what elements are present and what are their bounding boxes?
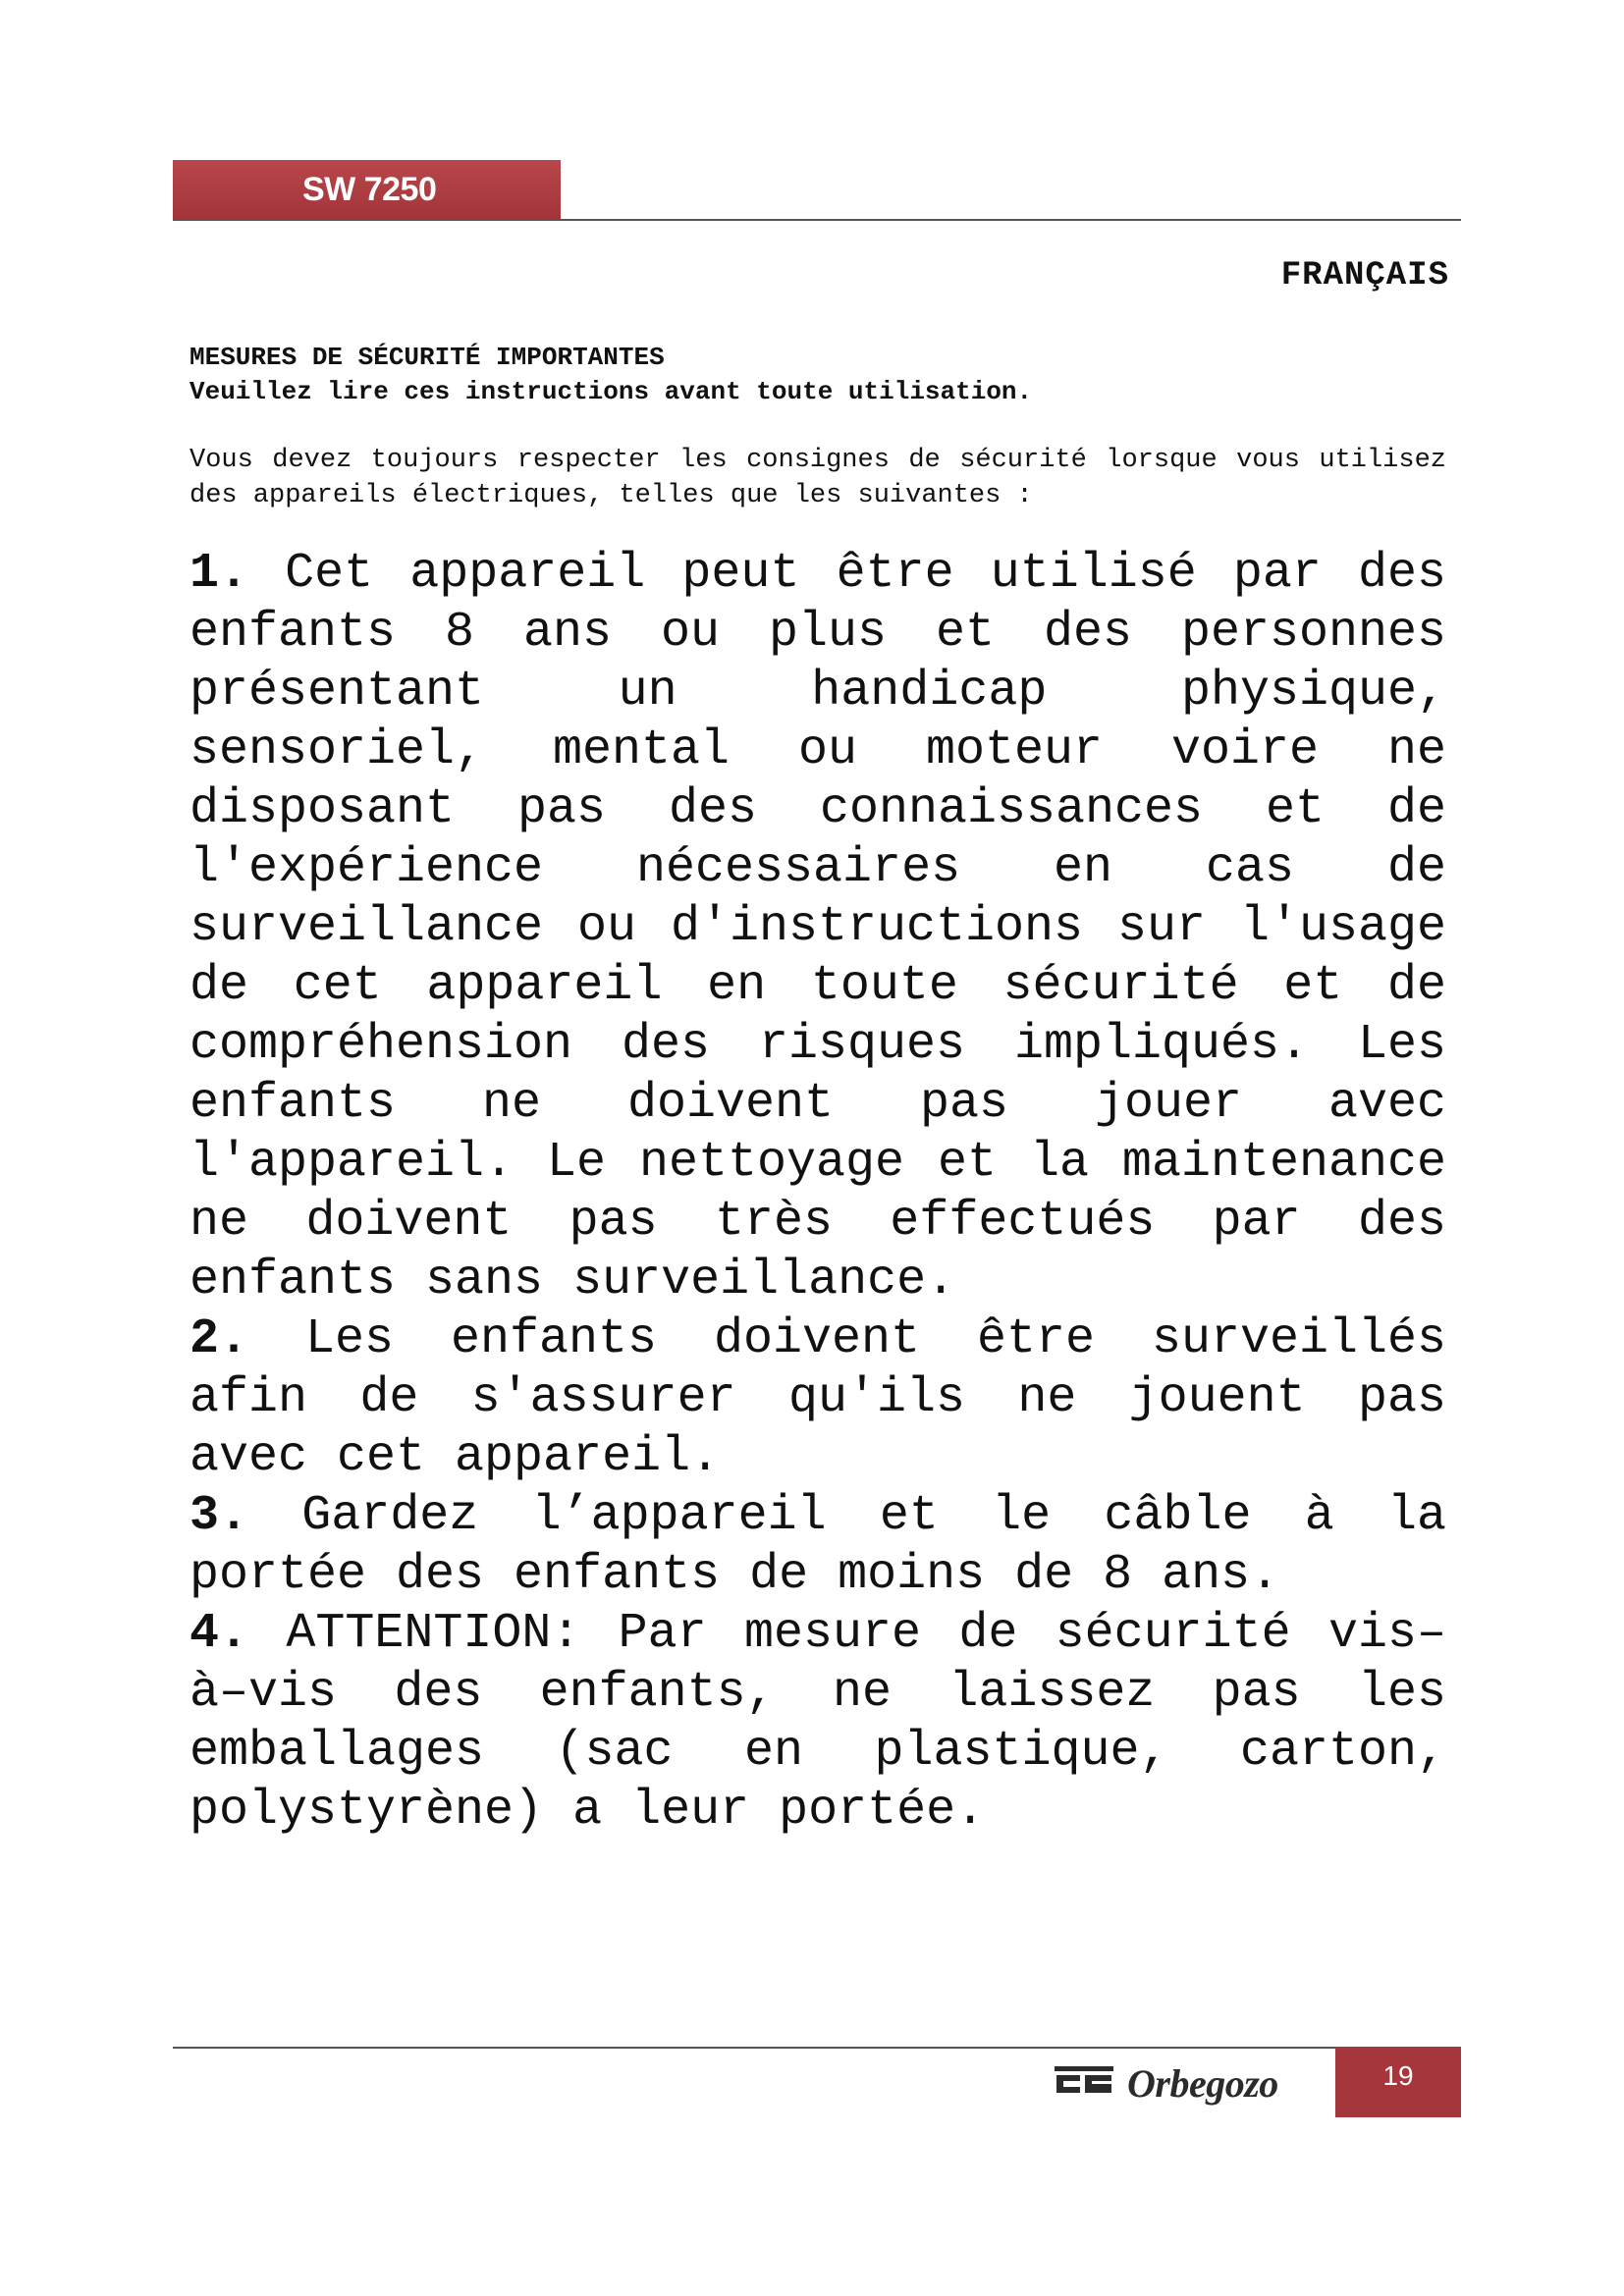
item-number: 2. — [189, 1311, 249, 1367]
safety-item-3 — [189, 1487, 1446, 1605]
safety-title-block — [189, 341, 1032, 409]
brand-logo-text: Orbegozo — [1127, 2060, 1278, 2106]
footer-divider — [173, 2047, 1335, 2049]
header-divider — [173, 219, 1461, 221]
page-number: 19 — [1335, 2047, 1461, 2117]
model-tab: SW 7250 — [173, 160, 561, 219]
safety-item-4 — [189, 1605, 1446, 1841]
item-text: ATTENTION: Par mesure de sécurité vis–à–vis des enfants, ne laissez pas les emballages (sac en plastique, carton, polystyrène) a leur portée. — [189, 1606, 1446, 1839]
brand-logo-icon — [1055, 2066, 1113, 2100]
safety-item-1 — [189, 545, 1446, 1310]
safety-items-list — [189, 545, 1446, 1841]
language-heading: FRANÇAIS — [1280, 257, 1449, 294]
item-text: Cet appareil peut être utilisé par des enfants 8 ans ou plus et des personnes présentant un handicap physique, sensoriel, mental ou moteur voire ne disposant pas des connaissances et de l'expérience nécessaires en cas de surveillance ou d'instructions sur l'usage de cet appareil en toute sécurité et de compréhension des risques impliqués. Les enfants ne doivent pas jouer avec l'appareil. Le nettoyage et la maintenance ne doivent pas très effectués par des enfants sans surveillance. — [189, 546, 1446, 1308]
item-text: Gardez l’appareil et le câble à la portée des enfants de moins de 8 ans. — [189, 1488, 1446, 1603]
safety-title: MESURES DE SÉCURITÉ IMPORTANTES — [189, 343, 665, 372]
brand-logo — [1055, 2061, 1278, 2105]
item-number: 1. — [189, 546, 249, 602]
item-number: 4. — [189, 1606, 249, 1662]
safety-subtitle: Veuillez lire ces instructions avant toute utilisation. — [189, 377, 1033, 406]
safety-item-2 — [189, 1310, 1446, 1487]
item-text: Les enfants doivent être surveillés afin de s'assurer qu'ils ne jouent pas avec cet appareil. — [189, 1311, 1446, 1485]
item-number: 3. — [189, 1488, 249, 1544]
safety-intro: Vous devez toujours respecter les consignes de sécurité lorsque vous utilisez des appareils électriques, telles que les suivantes : — [189, 446, 1446, 510]
